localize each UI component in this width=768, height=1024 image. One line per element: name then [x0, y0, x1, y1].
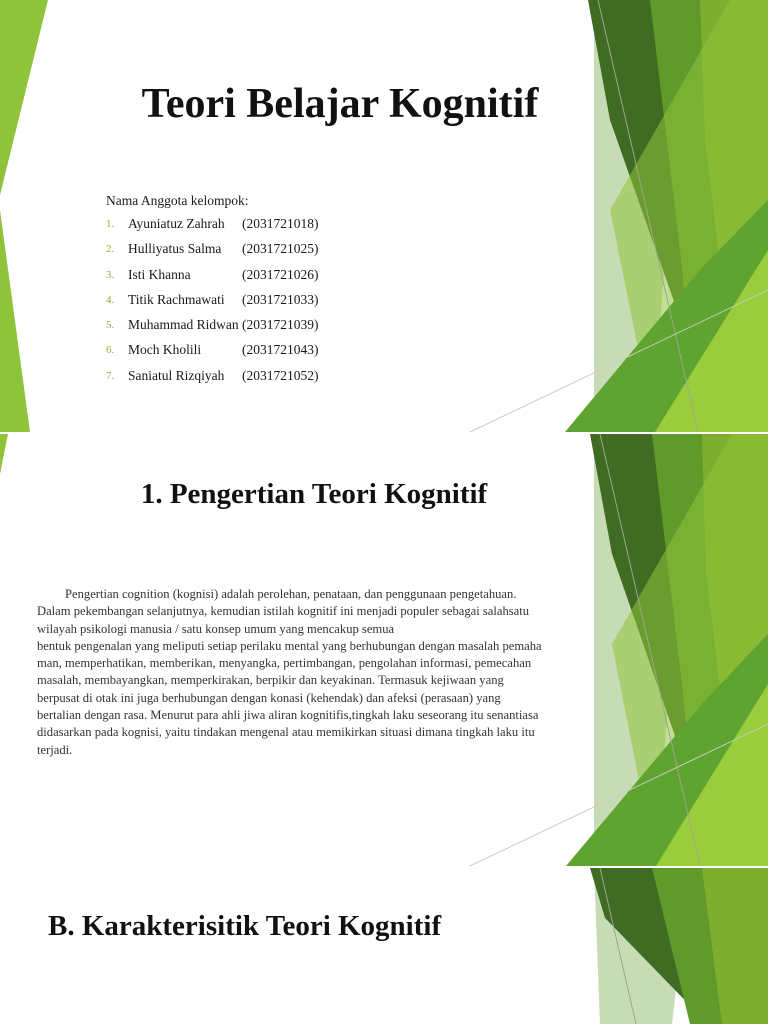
- list-number: 4.: [106, 293, 115, 306]
- paragraph-line: wilayah psikologi manusia / satu konsep umum yang mencakup semua: [37, 621, 395, 636]
- member-name: Saniatul Rizqiyah: [128, 367, 225, 383]
- list-number: 3.: [106, 268, 115, 281]
- member-id: (2031721025): [242, 241, 319, 257]
- list-item: [106, 317, 319, 342]
- member-name: Titik Rachmawati: [128, 291, 225, 307]
- member-id: (2031721043): [242, 342, 319, 358]
- section-heading: 1. Pengertian Teori Kognitif: [140, 478, 488, 510]
- group-label: Nama Anggota kelompok:: [106, 193, 249, 208]
- list-item: [106, 342, 319, 367]
- list-number: 1.: [106, 218, 115, 230]
- list-item: [106, 267, 319, 292]
- member-id: (2031721018): [242, 216, 319, 231]
- slide-pengertian: [0, 434, 768, 866]
- list-number: 6.: [106, 344, 115, 357]
- member-name: Muhammad Ridwan: [128, 317, 239, 333]
- member-name: Isti Khanna: [128, 266, 191, 282]
- member-list: [106, 216, 319, 393]
- section-heading: B. Karakterisitik Teori Kognitif: [48, 910, 442, 942]
- member-name: Ayuniatuz Zahrah: [128, 216, 225, 231]
- member-name: Hulliyatus Salma: [128, 241, 222, 257]
- member-id: (2031721039): [242, 317, 319, 333]
- slide-karakteristik: [0, 868, 768, 1024]
- list-number: 7.: [106, 369, 115, 382]
- member-id: (2031721033): [242, 291, 319, 307]
- member-id: (2031721026): [242, 266, 319, 282]
- list-item: [106, 216, 319, 241]
- list-item: [106, 368, 319, 393]
- paragraph-line: man, memperhatikan, memberikan, menyangka, pertimbangan, pengolahan informasi, pemecahan: [37, 656, 532, 671]
- paragraph-line: Dalam pekembangan selanjutnya, kemudian istilah kognitif ini menjadi populer sebagai salahsatu: [37, 604, 530, 619]
- list-number: 5.: [106, 319, 115, 332]
- paragraph-line: bertalian dengan rasa. Menurut para ahli jiwa aliran kognitifis,tingkah laku seseorang itu senantiasa: [37, 708, 539, 723]
- body-paragraph: [37, 586, 623, 759]
- list-item: [106, 292, 319, 317]
- member-id: (2031721052): [242, 367, 319, 383]
- green-triangles-decoration: [0, 868, 768, 1024]
- paragraph-line: bentuk pengenalan yang meliputi setiap perilaku mental yang berhubungan dengan masalah pemaha: [37, 638, 542, 653]
- list-number: 2.: [106, 243, 115, 256]
- paragraph-line: berpusat di otak ini juga berhubungan dengan konasi (kehendak) dan afeksi (perasaan) yang: [37, 690, 501, 705]
- paragraph-line: Pengertian cognition (kognisi) adalah perolehan, penataan, dan penggunaan pengetahuan.: [65, 587, 517, 601]
- paragraph-line: terjadi.: [37, 742, 73, 757]
- paragraph-line: didasarkan pada kognisi, yaitu tindakan mengenal atau memikirkan situasi dimana tingkah laku itu: [37, 725, 535, 740]
- slide-title: [0, 0, 768, 432]
- paragraph-line: masalah, membayangkan, memperkirakan, berpikir dan keyakinan. Termasuk kejiwaan yang: [37, 673, 504, 688]
- slide-title-heading: Teori Belajar Kognitif: [141, 81, 539, 127]
- member-name: Moch Kholili: [128, 342, 202, 358]
- list-item: [106, 241, 319, 266]
